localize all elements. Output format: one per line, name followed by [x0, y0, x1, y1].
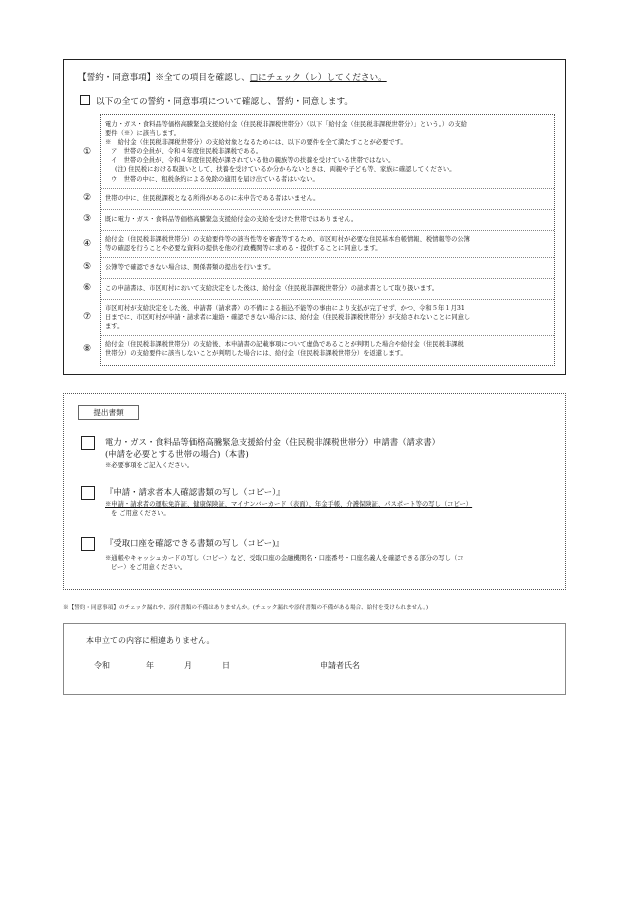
document-note-line: ※通帳やキャッシュカードの写し（コピー）など、受取口座の金融機関名・口座番号・口座名義人を確認できる部分の写し（コ	[105, 555, 464, 562]
document-title-line: 『申請・請求者本人確認書類の写し（コピー）』	[105, 487, 285, 497]
term-line: 給付金（住民税非課税世帯分）の支給要件等の該当性等を審査等するため、市区町村が必要な住民基本台帳情報、税情報等の公簿	[105, 236, 470, 243]
document-note	[105, 554, 560, 572]
divider	[101, 257, 554, 258]
document-note-line: ピー）をご用意ください。	[111, 564, 187, 571]
term-line: (注) 住民税における取扱いとして、扶養を受けているか分からないときは、両親や子ども等、家族に確認してください。	[115, 166, 456, 174]
term-item-6	[83, 283, 550, 293]
agree-all-row[interactable]	[80, 95, 353, 107]
term-line: イ 世帯の全員が、令和４年度住民税が課されている他の親族等の扶養を受けている世帯ではない。	[111, 157, 395, 165]
document-note	[105, 461, 560, 470]
document-item-id-copy	[81, 486, 561, 522]
declaration-text: 本申立ての内容に相違ありません。	[86, 636, 215, 645]
term-line: ※ 給付金（住民税非課税世帯分）の支給対象となるためには、以下の要件を全て満たすことが必要です。	[105, 139, 407, 147]
footnote: ※【誓約・同意事項】のチェック漏れや、添付書類の不備はありませんか。(チェック漏れや添付書類の不備がある場合、給付を受けられません。)	[63, 605, 429, 611]
document-note	[105, 500, 560, 518]
term-line: 世帯の中に、住民税課税となる所得があるのに未申告である者はいません。	[105, 195, 320, 202]
pledge-heading-bracket: 【誓約・同意事項】	[78, 73, 156, 83]
term-line: 既に電力・ガス・食料品等価格高騰緊急支援給付金の支給を受けた世帯ではありません。	[105, 216, 358, 223]
document-title-line: 電力・ガス・食料品等価格高騰緊急支援給付金（住民税非課税世帯分）申請書（請求書）	[105, 437, 440, 447]
pledge-heading	[78, 71, 387, 83]
date-day-label: 日	[222, 661, 230, 670]
term-number: ⑤	[83, 262, 92, 272]
term-line: ます。	[105, 323, 124, 331]
term-line: 等の確認を行うことや必要な資料の提供を他の行政機関等に求める・提供することに同意します。	[105, 245, 382, 253]
document-note-line: ※必要事項をご記入ください。	[105, 462, 194, 469]
term-line: この申請書は、市区町村において支給決定をした後は、給付金（住民税非課税世帯分）の請求書として取り扱います。	[105, 285, 439, 292]
term-number: ⑦	[83, 312, 92, 322]
term-number: ①	[83, 147, 92, 157]
submission-documents-title: 提出書類	[78, 405, 139, 420]
document-title	[105, 436, 440, 460]
term-number: ④	[83, 239, 92, 249]
term-line: 市区町村が支給決定をした後、申請書（請求書）の不備による振込不能等の事由により支払が完了せず、かつ、令和５年１月31	[105, 305, 465, 312]
document-note-line: を ご用意ください。	[111, 510, 170, 517]
document-checkbox[interactable]	[81, 436, 95, 450]
term-item-8	[83, 340, 550, 358]
document-checkbox[interactable]	[81, 537, 95, 551]
term-number: ②	[83, 193, 92, 203]
agree-all-label: 以下の全ての誓約・同意事項について確認し、誓約・同意します。	[96, 97, 353, 107]
date-year-label: 年	[146, 661, 154, 670]
divider	[101, 230, 554, 231]
document-title-line: 『受取口座を確認できる書類の写し（コピー)』	[105, 538, 284, 548]
term-line: ウ 世帯の中に、租税条約による免除の適用を届け出ている者はいない。	[111, 175, 319, 183]
divider	[101, 188, 554, 189]
term-line: 日までに、市区町村が申請・請求者に連絡・確認できない場合には、給付金（住民税非課税世帯分）が支給されないことに同意し	[105, 314, 471, 322]
pledge-heading-note: ※全ての項目を確認し、	[155, 73, 250, 83]
term-item-7	[83, 304, 550, 331]
terms-box	[83, 114, 555, 366]
document-item-application	[81, 436, 561, 476]
date-era-label: 令和	[94, 661, 110, 670]
document-title	[105, 486, 285, 498]
term-line: 要件（※）に該当します。	[105, 130, 181, 138]
term-line: 給付金（住民税非課税世帯分）の支給後、本申請書の記載事項について虚偽であることが判明した場合や給付金（住民税非課税	[105, 341, 464, 348]
term-line: 電力・ガス・食料品等価格高騰緊急支援給付金（住民税非課税世帯分）（以下「給付金（住民税非課税世帯分）」という。）の支給	[105, 121, 468, 128]
declaration-section	[63, 623, 566, 695]
document-title	[105, 537, 284, 549]
term-item-2	[83, 193, 550, 203]
pledge-section	[63, 59, 566, 375]
term-number: ③	[83, 214, 92, 224]
document-note-line: ※申請・請求者の運転免許証、健康保険証、マイナンバーカード（表面）、年金手帳、介護保険証、パスポート等の写し（コピー）	[105, 501, 473, 508]
pledge-heading-note-underlined: □にチェック（レ）してください。	[249, 73, 387, 83]
divider	[101, 299, 554, 300]
term-number: ⑥	[83, 283, 92, 293]
date-month-label: 月	[184, 661, 192, 670]
document-title-line: (申請を必要とする世帯の場合)（本書)	[105, 449, 249, 459]
term-number: ⑧	[83, 344, 92, 354]
divider	[101, 335, 554, 336]
term-line: ア 世帯の全員が、令和４年度住民税非課税である。	[111, 148, 263, 156]
divider	[101, 209, 554, 210]
term-item-3	[83, 214, 550, 224]
submission-documents-section	[63, 393, 566, 590]
document-checkbox[interactable]	[81, 486, 95, 500]
document-item-bank-account-copy	[81, 537, 561, 577]
term-item-1	[83, 120, 550, 184]
applicant-name-label: 申請者氏名	[320, 661, 360, 670]
term-item-4	[83, 235, 550, 253]
agree-all-checkbox[interactable]	[80, 95, 90, 105]
term-line: 公簿等で確認できない場合は、関係書類の提出を行います。	[105, 264, 275, 271]
divider	[101, 278, 554, 279]
term-item-5	[83, 262, 550, 272]
term-line: 世帯分）の支給要件に該当しないことが判明した場合には、給付金（住民税非課税世帯分）を返還します。	[105, 350, 407, 358]
